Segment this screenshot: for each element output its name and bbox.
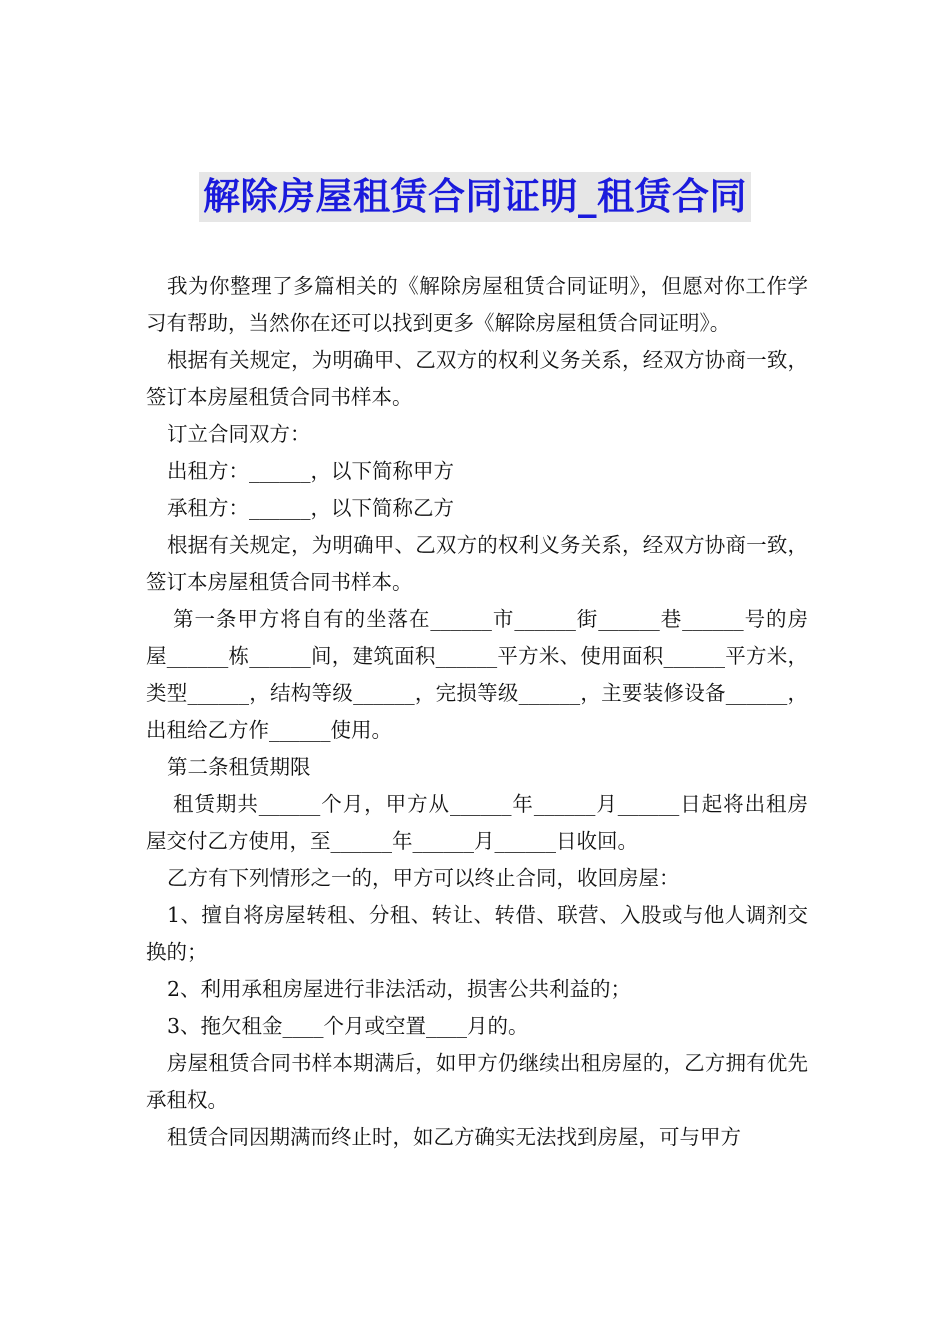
paragraph-lessor: 出租方：______，以下简称甲方 bbox=[167, 459, 454, 483]
paragraph-preamble-repeat: 根据有关规定，为明确甲、乙双方的权利义务关系，经双方协商一致，签订本房屋租赁合同书样本。 bbox=[146, 533, 808, 594]
paragraph-article-2-heading: 第二条租赁期限 bbox=[167, 755, 311, 779]
paragraph-article-1: 第一条甲方将自有的坐落在______市______街______巷______号的房屋______栋______间，建筑面积______平方米、使用面积______平方米，类型______，结构等级______，完损等级______，主要装修设备______，出租给乙方作______使用。 bbox=[146, 607, 808, 742]
paragraph-lease-term: 租赁期共______个月，甲方从______年______月______日起将出租房屋交付乙方使用，至______年______月______日收回。 bbox=[146, 792, 808, 853]
paragraph-intro: 我为你整理了多篇相关的《解除房屋租赁合同证明》，但愿对你工作学习有帮助，当然你在还可以找到更多《解除房屋租赁合同证明》。 bbox=[146, 274, 808, 335]
document-body bbox=[146, 268, 808, 1156]
title-container bbox=[0, 172, 950, 222]
paragraph-preamble: 根据有关规定，为明确甲、乙双方的权利义务关系，经双方协商一致，签订本房屋租赁合同书样本。 bbox=[146, 348, 808, 409]
paragraph-termination-conditions: 乙方有下列情形之一的，甲方可以终止合同，收回房屋： bbox=[167, 866, 680, 890]
paragraph-condition-2: 2、利用承租房屋进行非法活动，损害公共利益的； bbox=[167, 977, 632, 1001]
document-title: 解除房屋租赁合同证明_租赁合同 bbox=[199, 172, 751, 222]
paragraph-lessee: 承租方：______，以下简称乙方 bbox=[167, 496, 454, 520]
paragraph-priority-right: 房屋租赁合同书样本期满后，如甲方仍继续出租房屋的，乙方拥有优先承租权。 bbox=[146, 1051, 808, 1112]
paragraph-parties-heading: 订立合同双方： bbox=[167, 422, 311, 446]
paragraph-condition-1: 1、擅自将房屋转租、分租、转让、转借、联营、入股或与他人调剂交换的； bbox=[146, 903, 808, 964]
paragraph-expiry: 租赁合同因期满而终止时，如乙方确实无法找到房屋，可与甲方 bbox=[167, 1125, 741, 1149]
paragraph-condition-3: 3、拖欠租金____个月或空置____月的。 bbox=[167, 1014, 529, 1038]
